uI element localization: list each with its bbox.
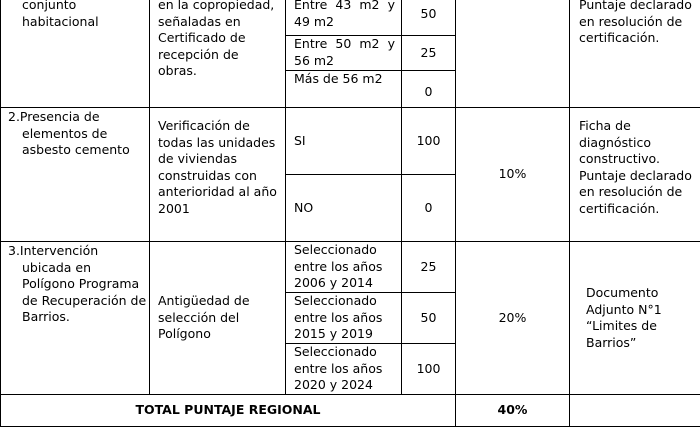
description-line: selección del [158, 309, 240, 325]
option-label: SI [294, 132, 306, 148]
points-cell [402, 0, 456, 36]
points-value: 25 [420, 44, 437, 60]
option-cell [286, 0, 402, 36]
points-value: 0 [424, 199, 433, 215]
option-cell [286, 175, 402, 242]
verification-line: certificación. [579, 30, 660, 45]
verification-line: en resolución de [579, 184, 683, 199]
option-line: entre los años [294, 309, 383, 325]
criterion-line: asbesto cemento [22, 142, 130, 157]
option-line: entre los años [294, 360, 383, 376]
option-cell [286, 36, 402, 71]
points-value: 25 [420, 258, 437, 274]
option-line: 2006 y 2014 [294, 275, 373, 290]
option-line: Seleccionado [294, 242, 377, 257]
option-label: NO [294, 199, 314, 215]
points-cell [402, 242, 456, 293]
option-line: 49 m2 [294, 13, 335, 29]
option-line: Seleccionado [294, 293, 377, 308]
verification-line: certificación. [579, 200, 660, 216]
points-value: 0 [424, 84, 433, 99]
criterion-line: conjunto [22, 0, 77, 12]
criterion-line: Barrios. [22, 309, 70, 324]
option-line: 2015 y 2019 [294, 326, 373, 341]
verification-cell [570, 242, 700, 395]
total-label: TOTAL PUNTAJE REGIONAL [135, 402, 321, 418]
points-cell [402, 293, 456, 344]
option-line: Más de 56 m2 [294, 71, 383, 86]
option-cell [286, 344, 402, 395]
criterion-line: habitacional [22, 13, 99, 29]
option-cell [286, 293, 402, 344]
description-line: Polígono [158, 326, 211, 342]
verification-line: Adjunto N°1 [586, 301, 662, 317]
verification-cell [570, 0, 700, 108]
description-line: todas las unidades [158, 134, 276, 150]
criterion-line: de Recuperación de [22, 292, 147, 308]
verification-line: en resolución de [579, 13, 683, 29]
points-cell [402, 175, 456, 242]
option-cell [286, 108, 402, 175]
option-line: Entre 50 m2 y [294, 36, 395, 51]
criterion-line: Polígono Programa [22, 276, 140, 291]
weight-cell [456, 242, 570, 395]
total-value-cell [456, 395, 570, 427]
criterion-cell [1, 242, 150, 395]
empty-cell [570, 395, 700, 427]
verification-line: “Limites de [586, 318, 657, 333]
description-line: anterioridad al año [158, 184, 277, 199]
option-line: Seleccionado [294, 344, 377, 359]
total-value: 40% [497, 402, 528, 418]
criterion-cell [1, 0, 150, 108]
criterion-line: 3.Intervención [8, 243, 99, 258]
verification-line: Puntaje declarado [579, 167, 692, 183]
verification-line: Barrios” [586, 334, 637, 350]
verification-line: diagnóstico [579, 134, 651, 150]
verification-line: constructivo. [579, 151, 660, 166]
weight-cell [456, 108, 570, 242]
option-line: 56 m2 [294, 52, 335, 68]
description-line: Antigüedad de [158, 293, 250, 309]
option-line: Entre 43 m2 y [294, 0, 395, 12]
points-cell [402, 71, 456, 108]
description-line: de viviendas [158, 151, 238, 166]
verification-line: Documento [586, 285, 659, 300]
description-line: Certificado de [158, 30, 246, 45]
points-value: 50 [420, 309, 437, 325]
description-line: en la copropiedad, [158, 0, 275, 12]
points-cell [402, 344, 456, 395]
option-cell [286, 71, 402, 108]
description-line: señaladas en [158, 13, 241, 29]
points-value: 50 [420, 6, 437, 21]
description-line: 2001 [158, 200, 190, 216]
option-cell [286, 242, 402, 293]
points-cell [402, 108, 456, 175]
criterion-line: elementos de [22, 125, 108, 141]
description-cell [150, 108, 286, 242]
points-value: 100 [416, 360, 441, 376]
criterion-line: 2.Presencia de [8, 109, 100, 124]
weight-cell [456, 0, 570, 108]
description-cell [150, 0, 286, 108]
description-line: recepción de obras. [158, 46, 239, 78]
description-line: Verificación de [158, 118, 250, 133]
description-line: construidas con [158, 167, 257, 183]
criterion-line: ubicada en [22, 259, 92, 275]
verification-line: Puntaje declarado [579, 0, 692, 12]
points-value: 100 [416, 132, 441, 148]
weight-value: 10% [498, 166, 527, 182]
criterion-cell [1, 108, 150, 242]
option-line: entre los años [294, 258, 383, 274]
points-cell [402, 36, 456, 71]
weight-value: 20% [498, 309, 527, 325]
verification-cell [570, 108, 700, 242]
verification-line: Ficha de [579, 118, 631, 133]
description-cell [150, 242, 286, 395]
total-label-cell [1, 395, 456, 427]
option-line: 2020 y 2024 [294, 377, 373, 392]
